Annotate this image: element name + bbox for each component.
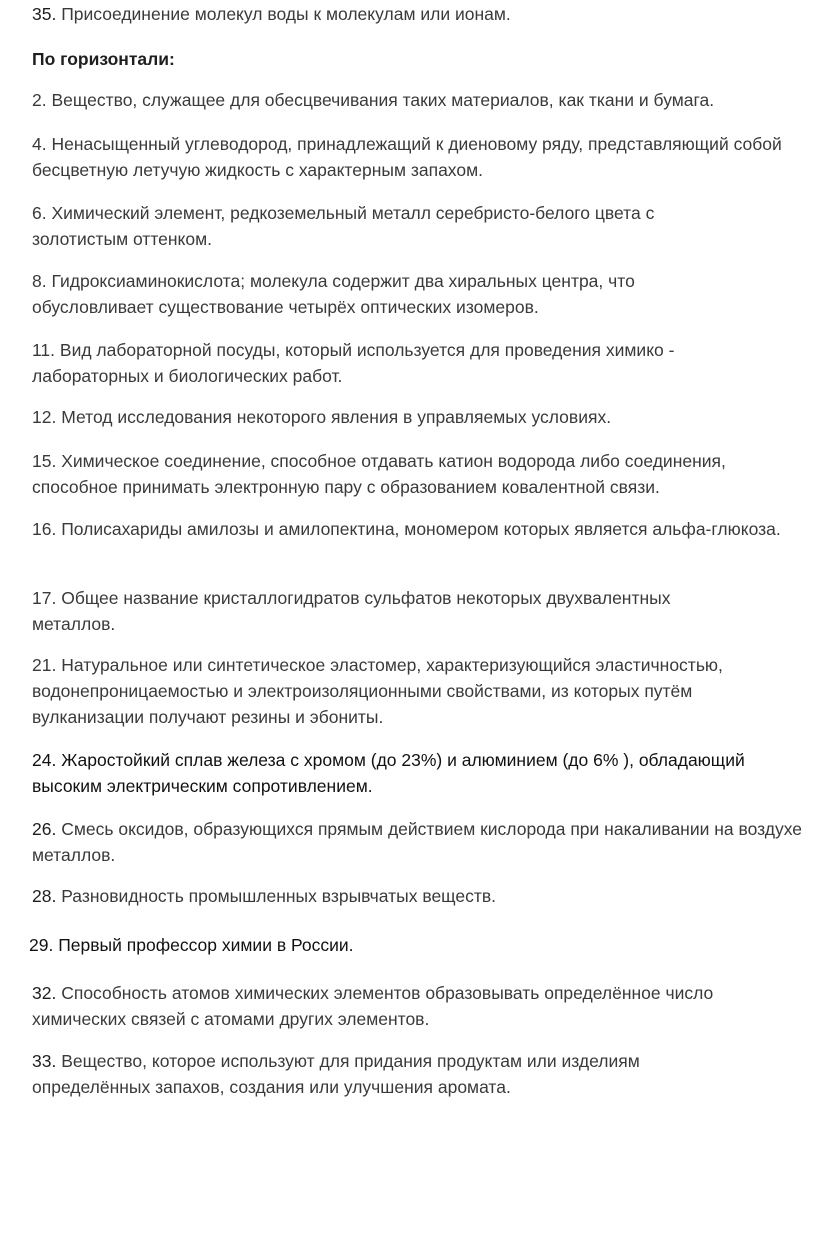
- clue-2: [32, 87, 802, 113]
- clue-text: Ненасыщенный углеводород, принадлежащий к диеновому ряду, представляющий собой бесцветную летучую жидкость с характерным запахом.: [32, 134, 782, 180]
- clue-number: 2.: [32, 90, 47, 110]
- clue-text: Присоединение молекул воды к молекулам или ионам.: [61, 4, 511, 24]
- clue-number: 21.: [32, 655, 57, 675]
- clue-8: [32, 268, 712, 320]
- clue-number: 16.: [32, 519, 57, 539]
- clue-number: 28.: [32, 886, 57, 906]
- clue-number: 4.: [32, 134, 47, 154]
- clue-text: Жаростойкий сплав железа с хромом (до 23%) и алюминием (до 6% ), обладающий высоким электрическим сопротивлением.: [32, 750, 745, 796]
- clue-number: 17.: [32, 588, 57, 608]
- clue-number: 11.: [32, 340, 56, 360]
- clue-33: [32, 1048, 732, 1100]
- clue-text: Натуральное или синтетическое эластомер, характеризующийся эластичностью, водонепроницаемостью и электроизоляционными свойствами, из которых путём вулканизации получают резины и эбониты.: [32, 655, 723, 727]
- clue-text: Общее название кристаллогидратов сульфатов некоторых двухвалентных металлов.: [32, 588, 671, 634]
- clue-26: [32, 816, 808, 868]
- clue-21: [32, 652, 800, 730]
- clue-15: [32, 448, 806, 500]
- clue-17: [32, 585, 752, 637]
- clue-16: [32, 516, 792, 542]
- clue-12: [32, 404, 802, 430]
- clue-29: [29, 932, 799, 958]
- clue-6: [32, 200, 732, 252]
- intro-clue: [32, 1, 511, 27]
- clue-text: Вещество, которое используют для придания продуктам или изделиям определённых запахов, создания или улучшения аромата.: [32, 1051, 640, 1097]
- clue-text: Первый профессор химии в России.: [58, 935, 354, 955]
- clue-number: 8.: [32, 271, 47, 291]
- clue-text: Гидроксиаминокислота; молекула содержит два хиральных центра, что обусловливает существование четырёх оптических изомеров.: [32, 271, 635, 317]
- clue-4: [32, 131, 808, 183]
- clue-11: [32, 337, 762, 389]
- clue-text: Химическое соединение, способное отдавать катион водорода либо соединения, способное принимать электронную пару с образованием ковалентной связи.: [32, 451, 726, 497]
- clue-24: [32, 747, 816, 799]
- clue-number: 33.: [32, 1051, 57, 1071]
- clue-text: Метод исследования некоторого явления в управляемых условиях.: [61, 407, 612, 427]
- clue-number: 32.: [32, 983, 57, 1003]
- clue-text: Вещество, служащее для обесцвечивания таких материалов, как ткани и бумага.: [51, 90, 715, 110]
- clue-number: 26.: [32, 819, 57, 839]
- clue-number: 29.: [29, 935, 54, 955]
- clue-number: 24.: [32, 750, 57, 770]
- clue-text: Способность атомов химических элементов образовывать определённое число химических связей с атомами других элементов.: [32, 983, 714, 1029]
- clue-text: Полисахариды амилозы и амилопектина, мономером которых является альфа-глюкоза.: [61, 519, 781, 539]
- clue-number: 35.: [32, 4, 57, 24]
- clue-text: Смесь оксидов, образующихся прямым действием кислорода при накаливании на воздухе металлов.: [32, 819, 803, 865]
- clue-28: [32, 883, 802, 909]
- clue-number: 12.: [32, 407, 57, 427]
- clue-text: Вид лабораторной посуды, который используется для проведения химико - лабораторных и биологических работ.: [32, 340, 675, 386]
- clue-number: 6.: [32, 203, 47, 223]
- clue-32: [32, 980, 802, 1032]
- clue-text: Разновидность промышленных взрывчатых веществ.: [61, 886, 497, 906]
- section-title: По горизонтали:: [32, 49, 175, 69]
- clue-number: 15.: [32, 451, 57, 471]
- clue-text: Химический элемент, редкоземельный металл серебристо-белого цвета с золотистым оттенком.: [32, 203, 655, 249]
